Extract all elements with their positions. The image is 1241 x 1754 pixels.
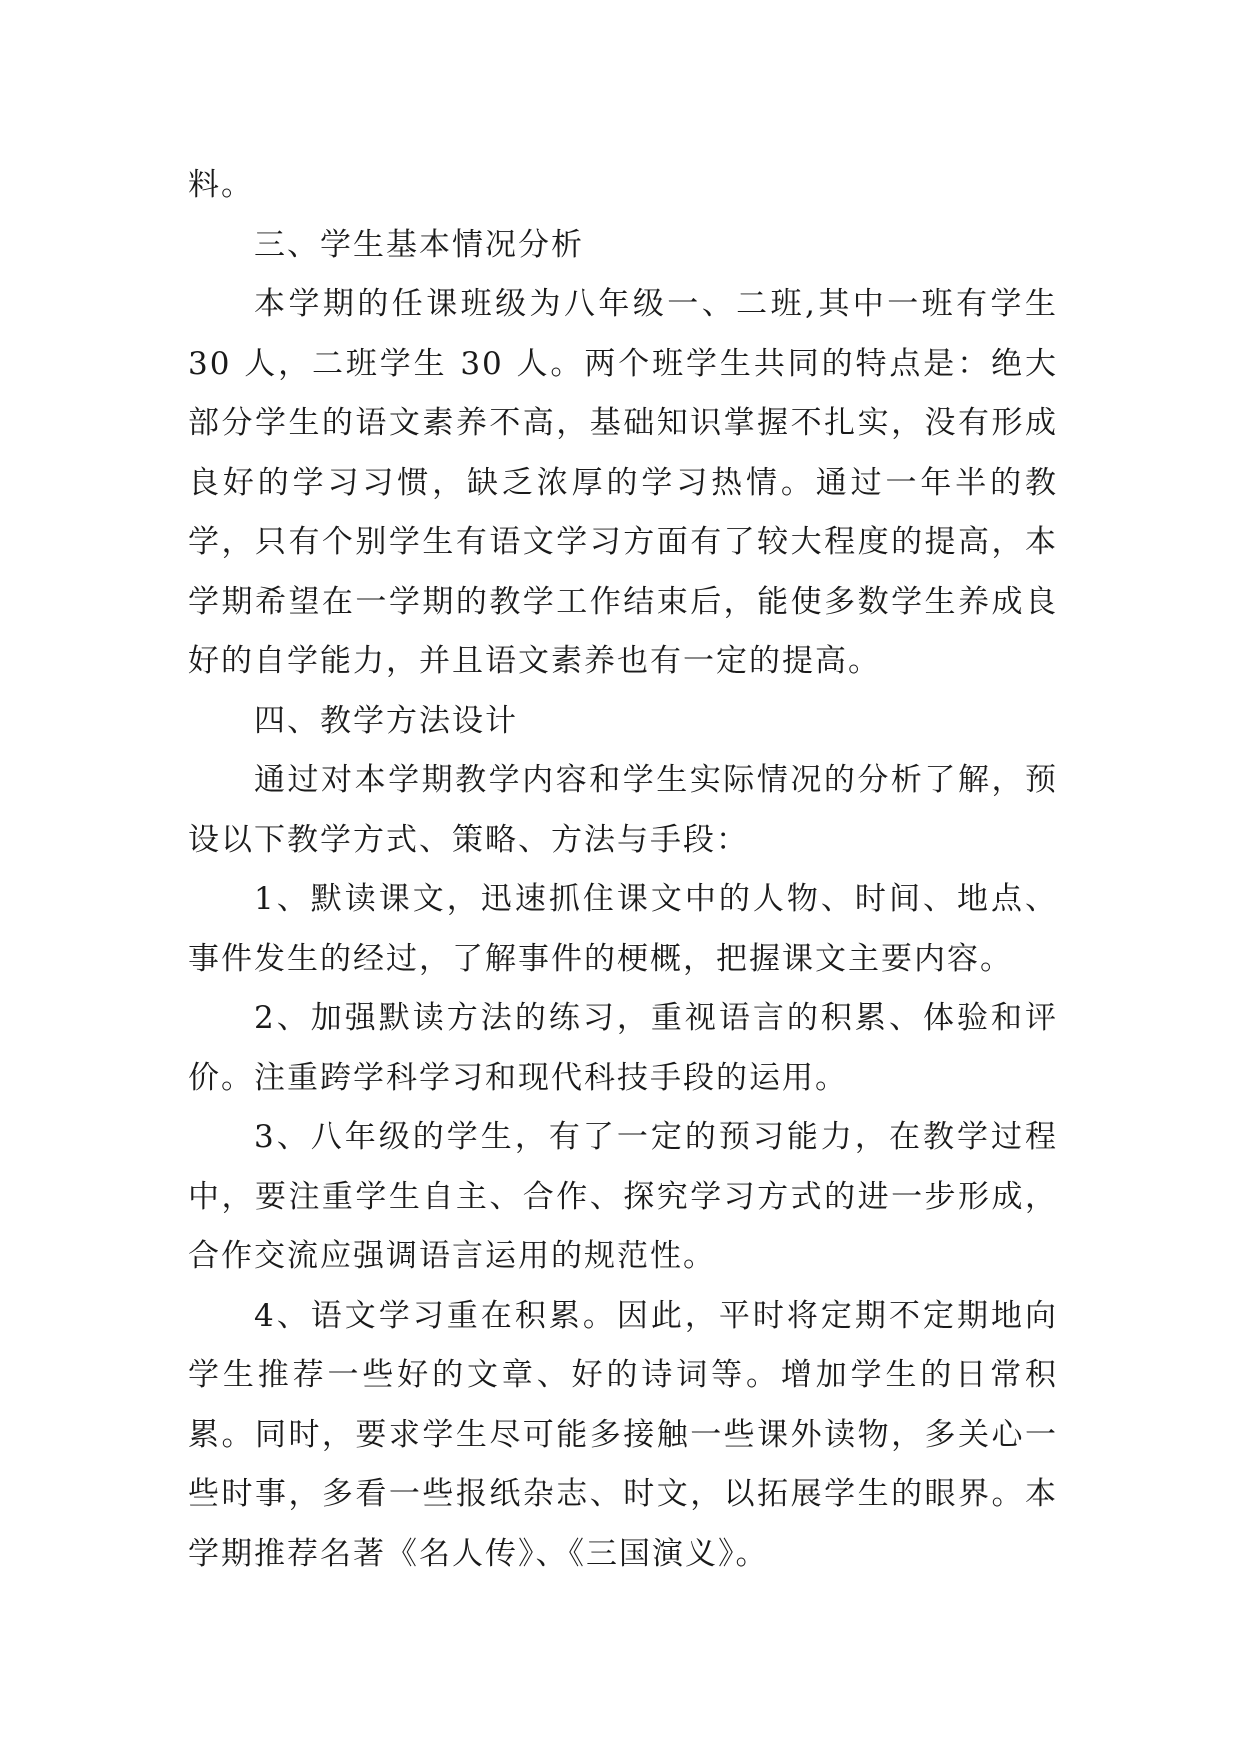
paragraph-method-1: 1、默读课文，迅速抓住课文中的人物、时间、地点、事件发生的经过，了解事件的梗概，把握课文主要内容。: [188, 881, 1058, 977]
paragraph-student-analysis: 本学期的任课班级为八年级一、二班,其中一班有学生 30 人，二班学生 30 人。两个班学生共同的特点是：绝大部分学生的语文素养不高，基础知识掌握不扎实，没有形成良好的学习习惯，缺乏浓厚的学习热情。通过一年半的教学，只有个别学生有语文学习方面有了较大程度的提高，本学期希望在一学期的教学工作结束后，能使多数学生养成良好的自学能力，并且语文素养也有一定的提高。: [188, 286, 1058, 679]
document-body: [188, 156, 1058, 1584]
paragraph-methods-intro: 通过对本学期教学内容和学生实际情况的分析了解，预设以下教学方式、策略、方法与手段：: [188, 762, 1058, 858]
paragraph-method-3: 3、八年级的学生，有了一定的预习能力，在教学过程中，要注重学生自主、合作、探究学习方式的进一步形成，合作交流应强调语言运用的规范性。: [188, 1119, 1058, 1274]
section-heading-student-analysis: 三、学生基本情况分析: [254, 226, 584, 263]
paragraph-continuation: 料。: [188, 167, 254, 203]
paragraph-method-4: 4、语文学习重在积累。因此，平时将定期不定期地向学生推荐一些好的文章、好的诗词等。增加学生的日常积累。同时，要求学生尽可能多接触一些课外读物，多关心一些时事，多看一些报纸杂志、时文，以拓展学生的眼界。本学期推荐名著《名人传》、《三国演义》。: [188, 1297, 1058, 1572]
section-heading-teaching-methods: 四、教学方法设计: [254, 702, 518, 739]
paragraph-method-2: 2、加强默读方法的练习，重视语言的积累、体验和评价。注重跨学科学习和现代科技手段的运用。: [188, 1000, 1058, 1096]
